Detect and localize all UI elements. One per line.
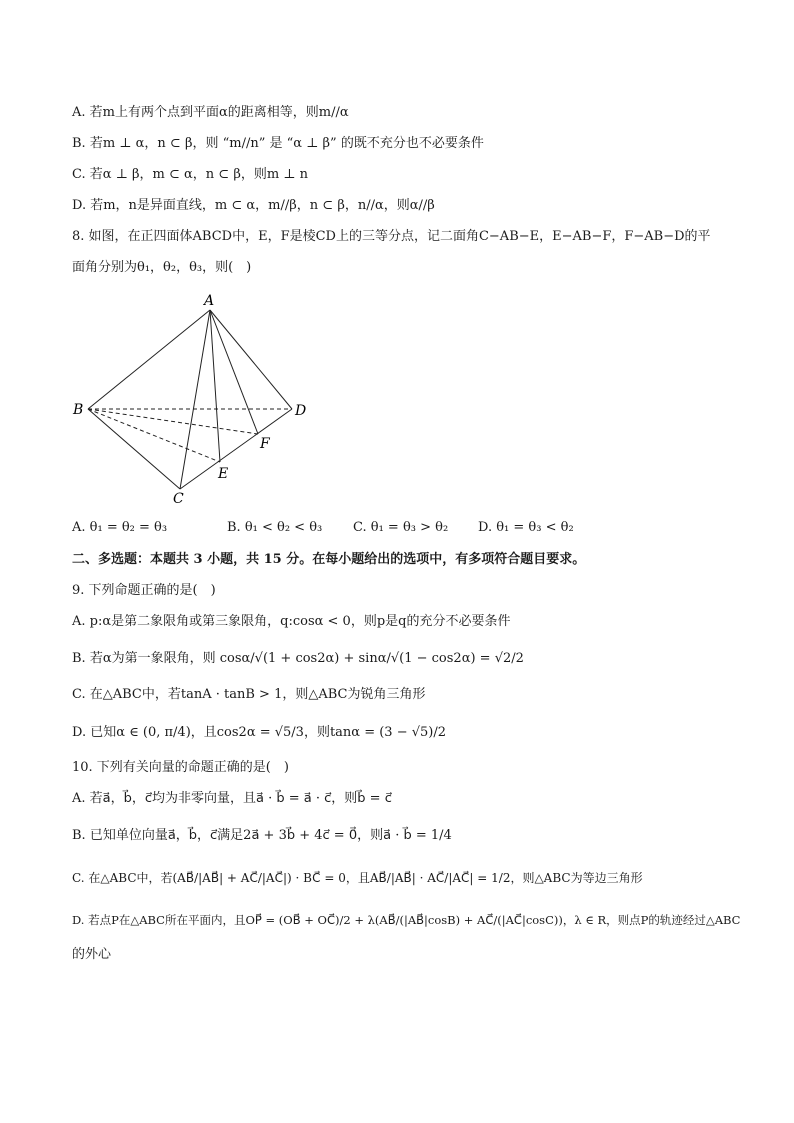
edge-AD bbox=[210, 310, 292, 409]
q8-option-C: C. θ₁ = θ₃ > θ₂ bbox=[353, 520, 449, 535]
q8-option-A: A. θ₁ = θ₂ = θ₃ bbox=[72, 520, 168, 535]
line-7D: D. 若m，n是异面直线，m ⊂ α，m//β，n ⊂ β，n//α，则α//β bbox=[72, 198, 435, 213]
edge-BF-hidden bbox=[88, 409, 258, 434]
line-7C: C. 若α ⊥ β，m ⊂ α，n ⊂ β，则m ⊥ n bbox=[72, 167, 309, 182]
label-C: C bbox=[173, 491, 184, 507]
question-10: 10. 下列有关向量的命题正确的是( ) bbox=[72, 760, 289, 775]
edge-CD bbox=[180, 409, 292, 489]
q10-option-A: A. 若a⃗，b⃗，c⃗均为非零向量，且a⃗ · b⃗ = a⃗ · c⃗，则b⃗ = c⃗ bbox=[72, 791, 392, 806]
question-9: 9. 下列命题正确的是( ) bbox=[72, 583, 216, 598]
q10-option-B: B. 已知单位向量a⃗，b⃗，c⃗满足2a⃗ + 3b⃗ + 4c⃗ = 0⃗，则a⃗ · b⃗ = 1/4 bbox=[72, 828, 452, 843]
tetrahedron-figure bbox=[70, 292, 320, 512]
line-7B: B. 若m ⊥ α，n ⊂ β，则 “m//n” 是 “α ⊥ β” 的既不充分也不必要条件 bbox=[72, 136, 484, 151]
label-A: A bbox=[204, 293, 215, 309]
question-8-line1: 8. 如图，在正四面体ABCD中，E，F是棱CD上的三等分点，记二面角C−AB−E，E−AB−F，F−AB−D的平 bbox=[72, 229, 711, 244]
q10-option-C: C. 在△ABC中，若(AB⃗/|AB⃗| + AC⃗/|AC⃗|) · BC⃗ = 0，且AB⃗/|AB⃗| · AC⃗/|AC⃗| = 1/2，则△ABC为等边三角形 bbox=[72, 871, 643, 885]
section-2-heading: 二、多选题：本题共 3 小题，共 15 分。在每小题给出的选项中，有多项符合题目要求。 bbox=[72, 552, 586, 567]
label-F: F bbox=[260, 436, 270, 452]
q9-option-C: C. 在△ABC中，若tanA · tanB > 1，则△ABC为锐角三角形 bbox=[72, 687, 426, 702]
edge-AB bbox=[88, 310, 210, 409]
q10-option-D-cont: 的外心 bbox=[72, 947, 112, 962]
q9-option-B: B. 若α为第一象限角，则 cosα/√(1 + cos2α) + sinα/√(1 − cos2α) = √2/2 bbox=[72, 651, 524, 666]
label-B: B bbox=[73, 402, 84, 418]
q8-option-B: B. θ₁ < θ₂ < θ₃ bbox=[227, 520, 323, 535]
label-D: D bbox=[295, 403, 307, 419]
line-7A: A. 若m上有两个点到平面α的距离相等，则m//α bbox=[72, 105, 349, 120]
q10-option-D: D. 若点P在△ABC所在平面内，且OP⃗ = (OB⃗ + OC⃗)/2 + λ(AB⃗/(|AB⃗|cosB) + AC⃗/(|AC⃗|cosC))，λ ∈ R，则点P的轨迹经过△ABC bbox=[72, 913, 741, 927]
q9-option-A: A. p:α是第二象限角或第三象限角，q:cosα < 0，则p是q的充分不必要条件 bbox=[72, 614, 511, 629]
q8-option-D: D. θ₁ = θ₃ < θ₂ bbox=[478, 520, 574, 535]
edge-AC bbox=[180, 310, 210, 489]
label-E: E bbox=[218, 466, 229, 482]
q9-option-D: D. 已知α ∈ (0, π/4)，且cos2α = √5/3，则tanα = (3 − √5)/2 bbox=[72, 725, 447, 740]
edge-BE-hidden bbox=[88, 409, 220, 462]
question-8-line2: 面角分别为θ₁，θ₂，θ₃，则( ) bbox=[72, 260, 252, 275]
